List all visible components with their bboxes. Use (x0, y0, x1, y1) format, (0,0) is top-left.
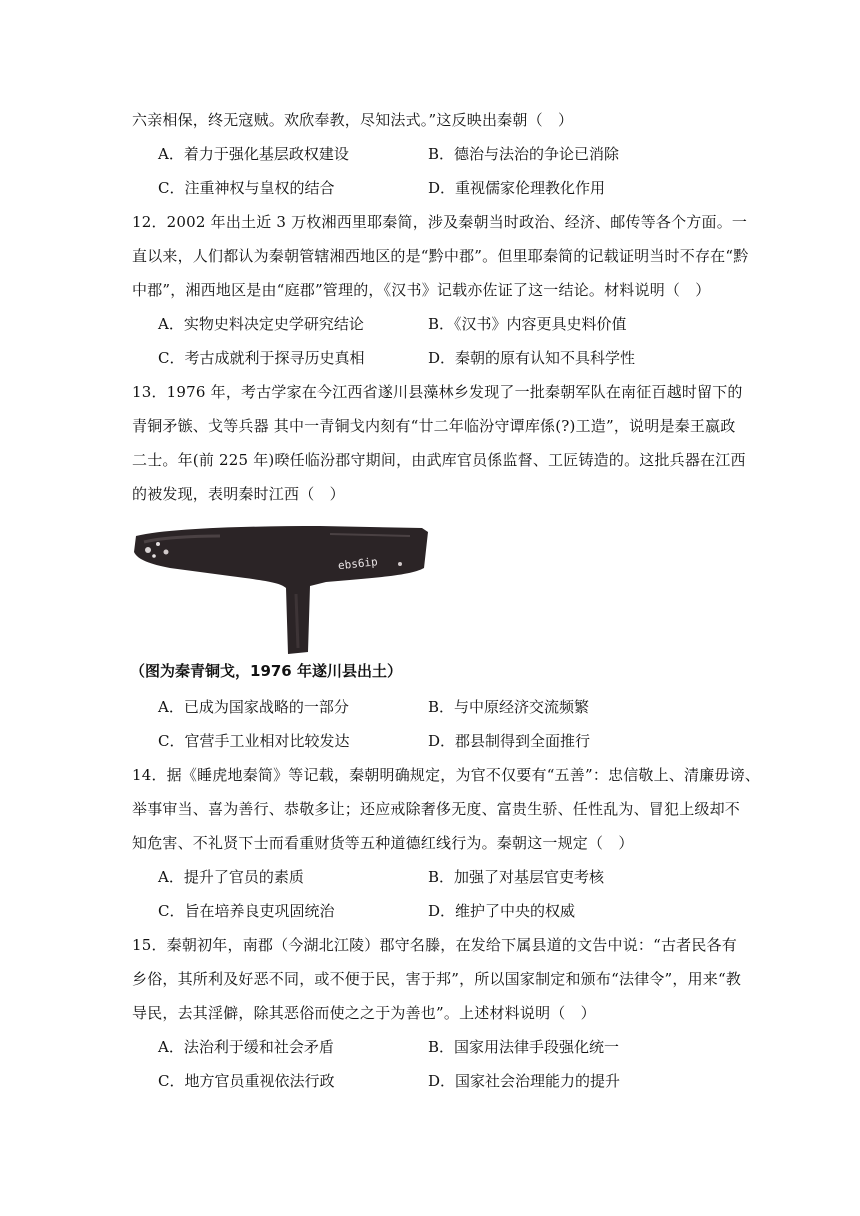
q12-option-d: D．秦朝的原有认知不具科学性 (428, 349, 636, 367)
q13-stem-line-4: 的被发现，表明秦时江西（ ） (132, 485, 345, 503)
q14-option-b: B．加强了对基层官吏考核 (428, 868, 605, 886)
q13-stem-line-1: 13．1976 年，考古学家在今江西省遂川县藻林乡发现了一批秦朝军队在南征百越时留下的 (132, 383, 743, 401)
q12-option-b: B．《汉书》内容更具史料价值 (428, 315, 627, 333)
q12-stem-line-1: 12．2002 年出土近 3 万枚湘西里耶秦简，涉及秦朝当时政治、经济、邮传等各个方面。一 (132, 213, 748, 231)
q12-stem-line-2: 直以来，人们都认为秦朝管辖湘西地区的是“黔中郡”。但里耶秦简的记载证明当时不存在“黔 (132, 247, 749, 265)
q13-option-b: B．与中原经济交流频繁 (428, 698, 590, 716)
q11-option-b: B．德治与法治的争论已消除 (428, 145, 620, 163)
q15-option-a: A．法治利于缓和社会矛盾 (158, 1038, 334, 1056)
q15-stem-line-3: 导民，去其淫僻，除其恶俗而使之之于为善也”。上述材料说明（ ） (132, 1004, 596, 1022)
figure-caption: （图为秦青铜戈，1976 年遂川县出土） (130, 662, 402, 680)
ge-inscription: ebs6ip (337, 555, 379, 573)
q11-option-a: A．着力于强化基层政权建设 (158, 145, 349, 163)
q11-option-c: C．注重神权与皇权的结合 (158, 179, 335, 197)
q11-stem-tail: 六亲相保，终无寇贼。欢欣奉教，尽知法式。”这反映出秦朝（ ） (132, 111, 574, 129)
q15-option-c: C．地方官员重视依法行政 (158, 1072, 335, 1090)
q12-stem-line-3: 中郡”，湘西地区是由“庭郡”管理的，《汉书》记载亦佐证了这一结论。材料说明（ ） (132, 281, 711, 299)
q13-option-d: D．郡县制得到全面推行 (428, 732, 591, 750)
q13-stem-line-3: 二士。年(前 225 年)暌任临汾郡守期间，由武库官员係监督、工匠铸造的。这批兵器在江西 (132, 451, 746, 469)
q13-option-c: C．官营手工业相对比较发达 (158, 732, 350, 750)
bronze-ge-dagger-image (130, 520, 430, 662)
q12-option-c: C．考古成就利于探寻历史真相 (158, 349, 365, 367)
q14-option-a: A．提升了官员的素质 (158, 868, 304, 886)
q14-option-c: C．旨在培养良吏巩固统治 (158, 902, 335, 920)
q13-stem-line-2: 青铜矛镞、戈等兵器 其中一青铜戈内刻有“廿二年临汾守谭库係(?)工造”，说明是秦王嬴政 (132, 417, 736, 435)
q15-option-d: D．国家社会治理能力的提升 (428, 1072, 621, 1090)
q15-stem-line-2: 乡俗，其所利及好恶不同，或不便于民，害于邦”，所以国家制定和颁布“法律令”，用来“教 (132, 970, 742, 988)
q15-stem-line-1: 15．秦朝初年，南郡（今湖北江陵）郡守名滕，在发给下属县道的文告中说：“古者民各有 (132, 936, 737, 954)
q14-option-d: D．维护了中央的权威 (428, 902, 576, 920)
q14-stem-line-2: 举事审当、喜为善行、恭敬多让；还应戒除奢侈无度、富贵生骄、任性乱为、冒犯上级却不 (132, 800, 741, 818)
q14-stem-line-3: 知危害、不礼贤下士而看重财货等五种道德红线行为。秦朝这一规定（ ） (132, 834, 634, 852)
q13-option-a: A．已成为国家战略的一部分 (158, 698, 349, 716)
q11-option-d: D．重视儒家伦理教化作用 (428, 179, 606, 197)
q14-stem-line-1: 14．据《睡虎地秦简》等记载，秦朝明确规定，为官不仅要有“五善”：忠信敬上、清廉毋谤、 (132, 766, 761, 784)
q12-option-a: A．实物史料决定史学研究结论 (158, 315, 364, 333)
q15-option-b: B．国家用法律手段强化统一 (428, 1038, 620, 1056)
